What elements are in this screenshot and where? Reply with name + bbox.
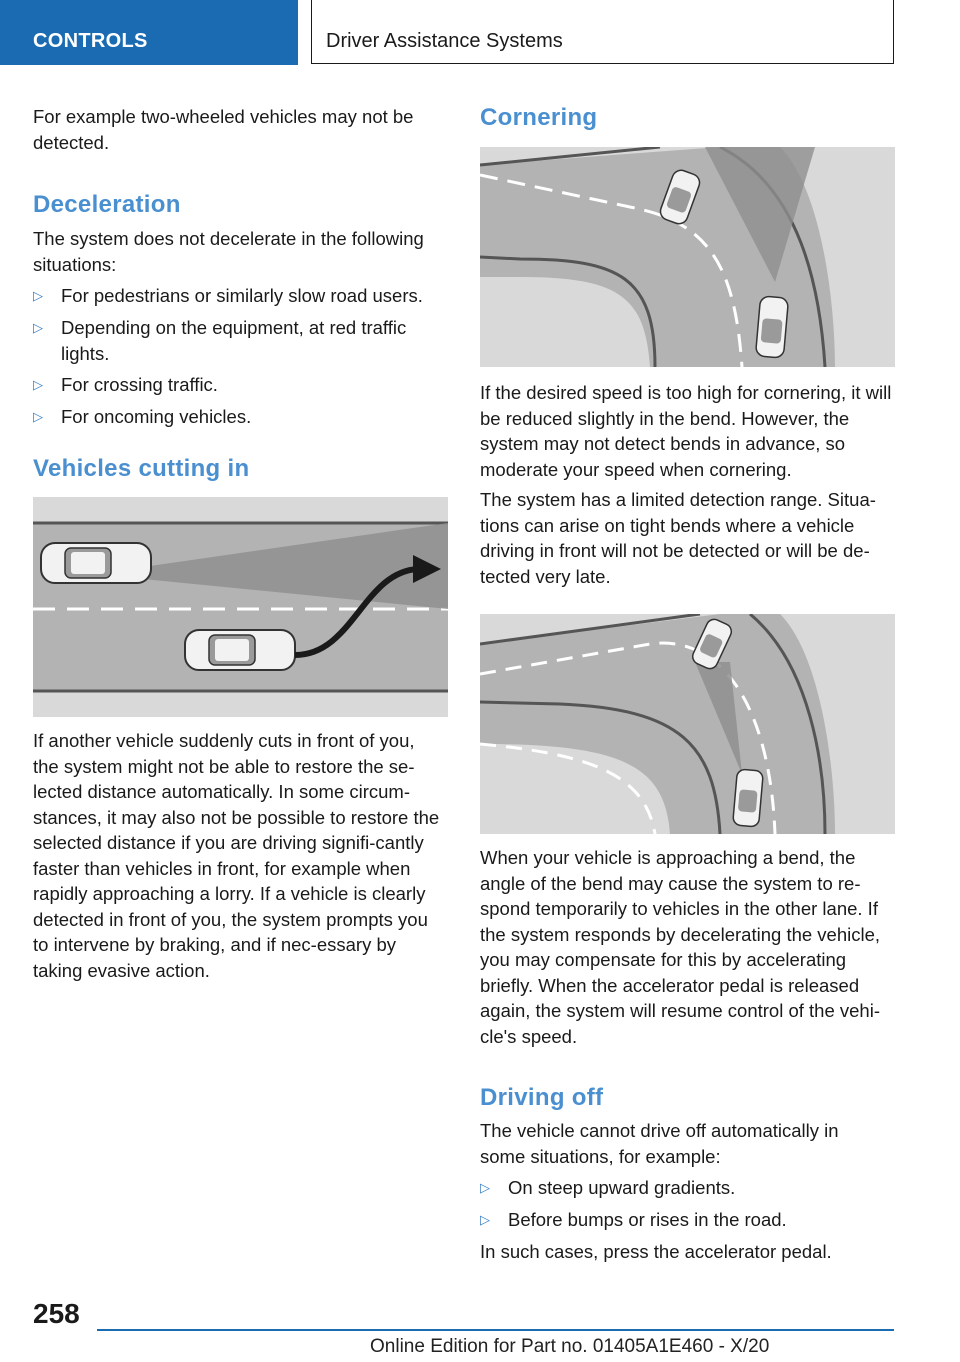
- vehicles-cutting-in-illustration: [33, 497, 448, 717]
- heading-deceleration: Deceleration: [33, 191, 181, 218]
- bullet-triangle-icon: ▷: [33, 288, 43, 303]
- heading-vehicles-cutting-in: Vehicles cutting in: [33, 455, 250, 482]
- driving-off-outro: In such cases, press the accelerator pedal.: [480, 1241, 832, 1262]
- cornering-paragraph-3: When your vehicle is approaching a bend, the angle of the bend may cause the system to re-spond temporarily to vehicles in the other lane. If the system responds by decelerating the vehicle, you may compensate for this by accelerating briefly. When the accelerator pedal is released again, the system will resume control of the vehi-cle's speed.: [480, 847, 881, 1047]
- bullet-triangle-icon: ▷: [33, 377, 43, 392]
- chapter-header: [311, 0, 894, 64]
- deceleration-paragraph: The system does not decelerate in the following situations:: [33, 228, 424, 275]
- list-item: ▷ Depending on the equipment, at red traffic lights.: [33, 317, 407, 364]
- bullet-triangle-icon: ▷: [33, 320, 43, 335]
- footer-divider: [97, 1329, 894, 1331]
- cornering-illustration: [480, 147, 895, 367]
- list-item: ▷ For pedestrians or similarly slow road users.: [33, 283, 461, 309]
- cutting-in-paragraph: If another vehicle suddenly cuts in front of you, the system might not be able to restore the se-lected distance automatically. In some circum-stances, it may also not be possible to restore the selected distance if you are driving signifi-cantly faster than vehicles in front, for example when rapidly approaching a lorry. If a vehicle is clearly detected in front of you, the system prompts you to intervene by braking, and if nec-essary by taking evasive action.: [33, 730, 440, 981]
- heading-cornering: Cornering: [480, 104, 598, 131]
- bullet-triangle-icon: ▷: [480, 1212, 490, 1227]
- bullet-triangle-icon: ▷: [33, 409, 43, 424]
- bullet-triangle-icon: ▷: [480, 1180, 490, 1195]
- intro-paragraph: For example two-wheeled vehicles may not be detected.: [33, 106, 414, 153]
- cornering-other-lane-illustration: [480, 614, 895, 834]
- section-tab: [0, 0, 298, 65]
- list-item: ▷ On steep upward gradients.: [480, 1175, 908, 1201]
- driving-off-paragraph: The vehicle cannot drive off automatically in some situations, for example:: [480, 1120, 839, 1167]
- page-number: 258: [33, 1298, 80, 1329]
- cornering-paragraph-2: The system has a limited detection range. Situa-tions can arise on tight bends where a vehicle driving in front will not be detected or will be de-tected very late.: [480, 489, 876, 587]
- heading-driving-off: Driving off: [480, 1084, 604, 1111]
- chapter-title: Driver Assistance Systems: [326, 30, 563, 52]
- cornering-paragraph-1: If the desired speed is too high for cornering, it will be reduced slightly in the bend. However, the system may not detect bends in advance, so moderate your speed when cornering.: [480, 382, 892, 480]
- section-label: CONTROLS: [33, 30, 148, 52]
- footer-edition: Online Edition for Part no. 01405A1E460 - X/20: [370, 1336, 770, 1357]
- list-item: ▷ For crossing traffic.: [33, 372, 461, 398]
- list-item: ▷ For oncoming vehicles.: [33, 404, 461, 430]
- list-item: ▷ Before bumps or rises in the road.: [480, 1207, 908, 1233]
